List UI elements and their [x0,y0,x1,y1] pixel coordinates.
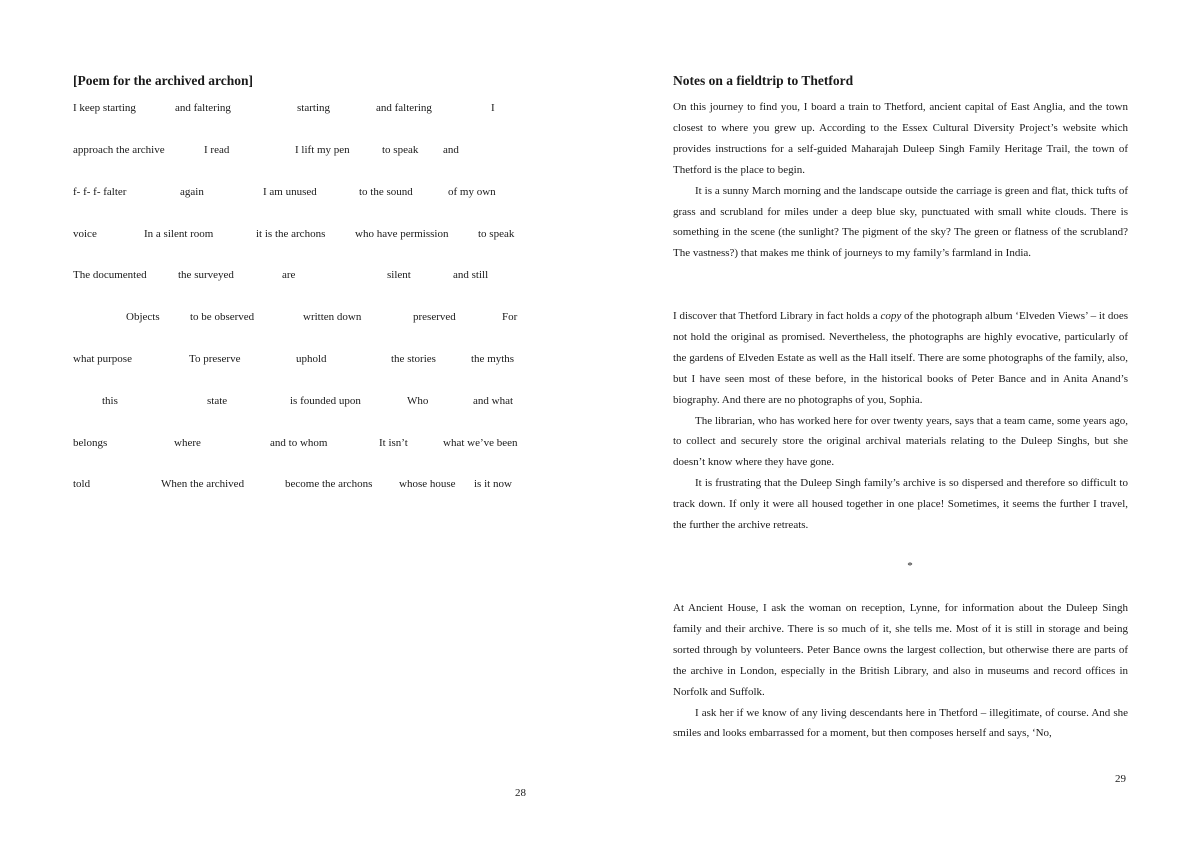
poem-phrase: and faltering [175,102,231,114]
paragraph-3-part-a: I discover that Thetford Library in fact holds a [673,310,881,322]
poem-phrase: the stories [391,353,436,365]
poem-phrase: who have permission [355,228,449,240]
poem-phrase: what we’ve been [443,437,518,449]
poem-line [0,144,600,160]
poem-phrase: the myths [471,353,515,365]
poem-phrase: to the sound [359,186,413,198]
poem-phrase: whose house [399,478,456,490]
paragraph-1: On this journey to find you, I board a train to Thetford, ancient capital of East Anglia, and the town closest to where you grew up. According to the Essex Cultural Diversity Project’s website which provides instructions for a self-guided Maharajah Duleep Singh Family Heritage Trail, the town of Thetford is the place to begin. [673,101,1128,176]
paragraph-3-part-b: of the photograph album ‘Elveden Views’ – it does not hold the original as promised. Nevertheless, the photographs are highly evocative, particularly of the gardens of Elveden Estate as well as the Hall itself. There are some photographs of the family, also, but I have seen most of these before, in the historical books of Peter Bance and in Anita Anand’s biography. And there are no photographs of you, Sophia. [673,310,1128,406]
poem-phrase: state [207,395,228,407]
prose-block-3 [673,598,1128,744]
poem-phrase: become the archons [285,478,373,490]
prose-block-2 [673,306,1128,536]
poem-phrase: When the archived [161,478,245,490]
poem-phrase: written down [303,311,362,323]
poem-line [0,186,600,202]
poem-phrase: and to whom [270,437,328,449]
poem-line [0,478,600,494]
poem-phrase: I read [204,144,230,156]
poem-phrase: is it now [474,478,512,490]
poem-phrase: belongs [73,437,108,449]
poem-phrase: and what [473,395,514,407]
poem-phrase: uphold [296,353,327,365]
poem-phrase: and still [453,269,489,281]
poem-phrase: Objects [126,311,160,323]
poem-phrase: In a silent room [144,228,214,240]
section-separator: * [907,560,913,572]
poem-phrase: I am unused [263,186,317,198]
poem-phrase: and [443,144,459,156]
poem-phrase: the surveyed [178,269,234,281]
paragraph-3 [673,306,1128,411]
poem-phrase: this [102,395,118,407]
paragraph-4: The librarian, who has worked here for over twenty years, says that a team came, some years ago, to collect and securely store the original archival materials relating to the Duleep Singhs, but she doesn’t know where they have gone. [673,414,1128,469]
poem-phrase: silent [387,269,411,281]
poem-line [0,102,600,118]
paragraph-5: It is frustrating that the Duleep Singh family’s archive is so dispersed and therefore so difficult to track down. If only it were all housed together in one place! Sometimes, it seems the further I travel, the further the archive retreats. [673,477,1128,532]
poem-line [0,311,600,327]
poem-phrase: is founded upon [290,395,361,407]
paragraph-7: I ask her if we know of any living descendants here in Thetford – illegitimate, of course. And she smiles and looks embarrassed for a moment, but then composes herself and says, ‘No, [673,706,1128,740]
poem-phrase: voice [73,228,97,240]
poem-line [0,437,600,453]
poem-phrase: and faltering [376,102,432,114]
poem-phrase: It isn’t [379,437,408,449]
poem-phrase: of my own [448,186,496,198]
paragraph-6: At Ancient House, I ask the woman on reception, Lynne, for information about the Duleep Singh family and their archive. There is so much of it, she tells me. Most of it is still in storage and being sorted through by volunteers. Peter Bance owns the largest collection, but otherwise there are parts of the archive in London, especially in the British Library, and also in museums and record offices in Norfolk and Suffolk. [673,602,1128,698]
page-number-left: 28 [515,787,526,799]
poem-title: [Poem for the archived archon] [73,73,253,88]
prose-block-1 [673,97,1128,264]
poem-phrase: to speak [478,228,515,240]
poem-line [0,269,600,285]
poem-phrase: f- f- f- falter [73,186,127,198]
poem-phrase: are [282,269,296,281]
poem-phrase: starting [297,102,330,114]
poem-phrase: to be observed [190,311,255,323]
poem-phrase: where [174,437,201,449]
poem-phrase: I lift my pen [295,144,350,156]
poem-phrase: again [180,186,204,198]
poem-line [0,353,600,369]
paragraph-3-emphasis: copy [880,310,902,322]
poem-phrase: what purpose [73,353,132,365]
poem-phrase: approach the archive [73,144,165,156]
notes-title: Notes on a fieldtrip to Thetford [673,73,854,88]
poem-phrase: The documented [73,269,147,281]
poem-phrase: To preserve [189,353,241,365]
poem-phrase: told [73,478,91,490]
poem-phrase: preserved [413,311,456,323]
poem-line [0,395,600,411]
poem-phrase: to speak [382,144,419,156]
poem-phrase: Who [407,395,429,407]
poem-phrase: I keep starting [73,102,136,114]
poem-phrase: it is the archons [256,228,326,240]
poem-line [0,228,600,244]
poem-phrase: I [491,102,495,114]
page-number-right: 29 [1115,773,1126,785]
poem-phrase: For [502,311,518,323]
paragraph-2: It is a sunny March morning and the landscape outside the carriage is green and flat, thick tufts of grass and scrubland for miles under a deep blue sky, punctuated with small white clouds. There is something in the scene (the sunlight? The pigment of the sky? The green or flatness of the scrubland? The vastness?) that makes me think of journeys to my family’s farmland in India. [673,184,1128,260]
right-page [600,0,1200,849]
